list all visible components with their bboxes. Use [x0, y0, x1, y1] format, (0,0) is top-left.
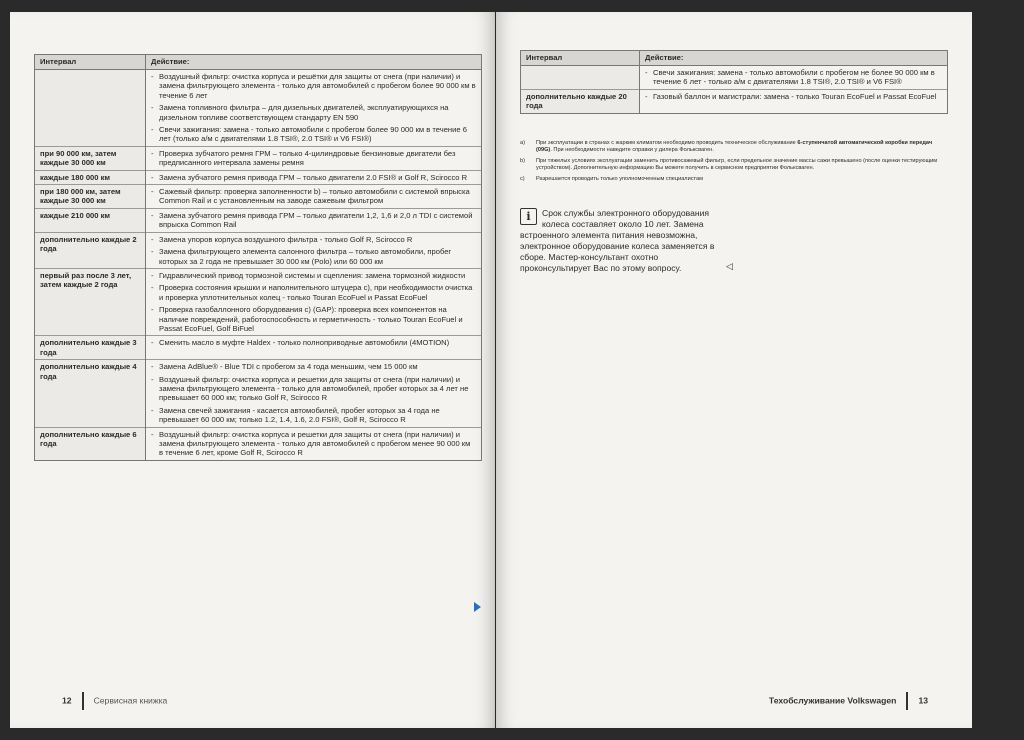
info-note	[520, 208, 730, 274]
action-item	[151, 305, 476, 333]
footer-divider	[82, 692, 84, 710]
table-row	[35, 70, 482, 147]
interval-cell	[521, 66, 640, 90]
table-row	[35, 336, 482, 360]
action-item	[151, 338, 476, 347]
footnote-text-before: При эксплуатации в странах с жарким климатом необходимо проводить техническое обслуживание	[536, 140, 798, 146]
action-text: Замена зубчатого ремня привода ГРМ – только двигатели 1,2, 1,6 и 2,0 л TDI с системой впрыска Common Rail	[159, 210, 473, 230]
action-text: Замена топливного фильтра – для дизельных двигателей, эксплуатирующихся на дизельном топливе соответствующем стандарту EN 590	[159, 103, 449, 122]
action-text: Проверка газобаллонного оборудования c) (GAP): проверка всех компонентов на наличие повреждений, работоспособность и герметичность - только Touran EcoFuel и Passat EcoFuel, Golf BiFuel	[159, 305, 463, 333]
action-item	[151, 187, 476, 206]
action-item	[151, 247, 476, 266]
action-text: Газовый баллон и магистрали: замена - только Touran EcoFuel и Passat EcoFuel	[653, 91, 937, 101]
column-header-interval: Интервал	[521, 51, 640, 66]
bullet-dash: -	[151, 187, 154, 197]
footnote-text	[536, 176, 703, 183]
footnote	[520, 140, 944, 155]
table-row	[35, 170, 482, 184]
action-cell	[146, 268, 482, 335]
interval-cell: при 180 000 км, затем каждые 30 000 км	[35, 185, 146, 209]
footnote-text	[536, 140, 944, 155]
column-header-action: Действие:	[146, 55, 482, 70]
action-item	[151, 406, 476, 425]
action-cell	[146, 185, 482, 209]
table-row	[521, 66, 948, 90]
page-number: 13	[918, 695, 928, 706]
info-text: Срок службы электронного оборудования колеса составляет около 10 лет. Замена встроенного элемента питания невозможна, электронное оборудование колеса заменяется в сборе. Мастер-консультант охотно проконсультирует Вас по этому вопросу.	[520, 208, 715, 273]
left-page	[10, 12, 495, 728]
action-cell	[146, 427, 482, 460]
bullet-dash: -	[151, 374, 154, 384]
interval-cell: при 90 000 км, затем каждые 30 000 км	[35, 146, 146, 170]
footer-divider	[906, 692, 908, 710]
column-header-action: Действие:	[640, 51, 948, 66]
action-item	[151, 103, 476, 122]
table-row	[35, 232, 482, 268]
table-body	[521, 66, 948, 114]
action-item	[151, 271, 476, 280]
bullet-dash: -	[151, 234, 154, 244]
footnote-mark: b)	[520, 157, 525, 164]
action-item	[151, 149, 476, 168]
action-text: Гидравлический привод тормозной системы и сцепления: замена тормозной жидкости	[159, 270, 466, 280]
action-cell	[146, 146, 482, 170]
action-text: Замена свечей зажигания - касается автомобилей, пробег которых за 4 года не превышает 60 000 км; только 1.2, 1.4, 1.6, 2.0 FSI®, Golf R, Scirocco R	[159, 405, 440, 425]
page-footer	[62, 692, 167, 710]
action-text: Свечи зажигания: замена - только автомобили с пробегом не более 90 000 км в течение 6 лет - только а/м с двигателями 1.8 TSI®, 2.0 TSI® и V6 FSI®	[653, 68, 935, 87]
bullet-dash: -	[151, 210, 154, 220]
action-text: Замена фильтрующего элемента салонного фильтра – только автомобили, пробег которых за 2 года не превышает 30 000 км (Polo) или 60 000 км	[159, 247, 452, 266]
footnote-text-after: . При необходимости наведите справки у дилера Фольксваген.	[550, 147, 714, 154]
table-body	[35, 70, 482, 461]
action-item	[151, 430, 476, 458]
bullet-dash: -	[151, 362, 154, 372]
table-row	[35, 208, 482, 232]
action-item	[151, 283, 476, 302]
table-row	[521, 89, 948, 113]
page-number: 12	[62, 695, 72, 706]
bullet-dash: -	[151, 283, 154, 293]
action-item	[151, 362, 476, 371]
interval-cell: дополнительно каждые 3 года	[35, 336, 146, 360]
footnote-mark: a)	[520, 140, 525, 146]
footnote-text	[536, 158, 944, 173]
bullet-dash: -	[151, 270, 154, 280]
action-cell	[146, 170, 482, 184]
action-text: Воздушный фильтр: очистка корпуса и решетки для защиты от снега (при наличии) и замена фильтрующего элемента - только для автомобилей с пробегом менее 90 000 км в течение 6 лет, кроме Golf R, Scirocco R	[159, 429, 471, 458]
action-cell	[146, 208, 482, 232]
action-text: Проверка состояния крышки и наполнительного штуцера c), при необходимости очистка и проверка уплотнительных колец - только Touran EcoFuel и Passat EcoFuel	[159, 283, 473, 302]
table-row	[35, 427, 482, 460]
action-cell	[146, 336, 482, 360]
action-item	[645, 92, 942, 101]
footnote-text-before: Разрешается проводить только уполномоченным специалистам	[536, 175, 703, 182]
action-cell	[146, 232, 482, 268]
table-row	[35, 185, 482, 209]
right-page	[496, 12, 972, 728]
action-cell	[640, 66, 948, 90]
bullet-dash: -	[151, 305, 154, 315]
info-icon: i	[520, 208, 537, 225]
action-text: Сажевый фильтр: проверка заполненности b) – только автомобили с системой впрыска Common Rail и с установленным на заводе сажевым фильтром	[159, 187, 470, 206]
action-item	[151, 235, 476, 244]
action-text: Свечи зажигания: замена - только автомобили с пробегом более 90 000 км в течение 6 лет (только а/м с двигателями 1.8 TSI®, 2.0 TSI® и V6 FSI®)	[159, 125, 467, 144]
interval-cell: дополнительно каждые 20 года	[521, 89, 640, 113]
table-row	[35, 360, 482, 427]
interval-cell: каждые 180 000 км	[35, 170, 146, 184]
bullet-dash: -	[151, 148, 154, 158]
table-row	[35, 268, 482, 335]
action-item	[645, 68, 942, 87]
footer-title: Сервисная книжка	[93, 695, 168, 706]
bullet-dash: -	[151, 103, 154, 113]
interval-cell: каждые 210 000 км	[35, 208, 146, 232]
action-cell	[146, 360, 482, 427]
action-text: Замена AdBlue® - Blue TDI с пробегом за 4 года меньшим, чем 15 000 км	[159, 362, 418, 372]
bullet-dash: -	[151, 247, 154, 257]
footnote	[520, 158, 944, 173]
footer-title: Техобслуживание Volkswagen	[768, 695, 897, 706]
footnote-bold: 6-ступенчатой автоматической коробки передач (09G)	[536, 140, 933, 154]
maintenance-table-right	[520, 50, 948, 114]
end-triangle-icon: ◁	[726, 261, 733, 271]
bullet-dash: -	[151, 172, 154, 182]
action-text: Сменить масло в муфте Haldex - только полноприводные автомобили (4MOTION)	[159, 338, 450, 348]
footnote	[520, 176, 944, 183]
action-item	[151, 375, 476, 403]
bullet-dash: -	[151, 72, 154, 81]
bullet-dash: -	[151, 405, 154, 415]
continue-arrow-icon	[474, 602, 481, 612]
bullet-dash: -	[645, 91, 648, 101]
interval-cell: дополнительно каждые 6 года	[35, 427, 146, 460]
interval-cell: первый раз после 3 лет, затем каждые 2 года	[35, 268, 146, 335]
bullet-dash: -	[151, 125, 154, 135]
action-item	[151, 211, 476, 230]
action-text: Проверка зубчатого ремня ГРМ – только 4-цилиндровые бензиновые двигатели без предписанного интервала замены ремня	[159, 148, 456, 168]
bullet-dash: -	[645, 68, 648, 77]
maintenance-table-left	[34, 54, 482, 461]
action-item	[151, 125, 476, 144]
action-text: Замена упоров корпуса воздушного фильтра - только Golf R, Scirocco R	[159, 234, 413, 244]
action-text: Замена зубчатого ремня привода ГРМ – только двигатели 2.0 FSI® и Golf R, Scirocco R	[159, 172, 468, 182]
bullet-dash: -	[151, 338, 154, 348]
action-text: Воздушный фильтр: очистка корпуса и решетки для защиты от снега (при наличии) и замена фильтрующего элемента - только для автомобилей, пробег которых за 4 лет не превышает 60 000 км; только Golf R, Scirocco R	[159, 374, 469, 403]
table-row	[35, 146, 482, 170]
column-header-interval: Интервал	[35, 55, 146, 70]
interval-cell	[35, 70, 146, 147]
footnote-mark: c)	[520, 175, 525, 182]
footnote-text-before: При тяжелых условиях эксплуатации заменить противосажевый фильтр, если предельное значение массы сажи превышено (после оценки тестирующим устройством). Дополнительную информацию Вы можете получить в сервисном предприятии Фольксваген.	[536, 157, 938, 172]
action-item	[151, 173, 476, 182]
action-item	[151, 72, 476, 100]
interval-cell: дополнительно каждые 4 года	[35, 360, 146, 427]
interval-cell: дополнительно каждые 2 года	[35, 232, 146, 268]
action-text: Воздушный фильтр: очистка корпуса и решётки для защиты от снега (при наличии) и замена фильтрующего элемента - только для автомобилей с пробегом более 90 000 км в течение 6 лет	[159, 72, 476, 100]
page-footer	[769, 692, 928, 710]
footnotes	[520, 140, 944, 186]
action-cell	[640, 89, 948, 113]
action-cell	[146, 70, 482, 147]
bullet-dash: -	[151, 429, 154, 439]
